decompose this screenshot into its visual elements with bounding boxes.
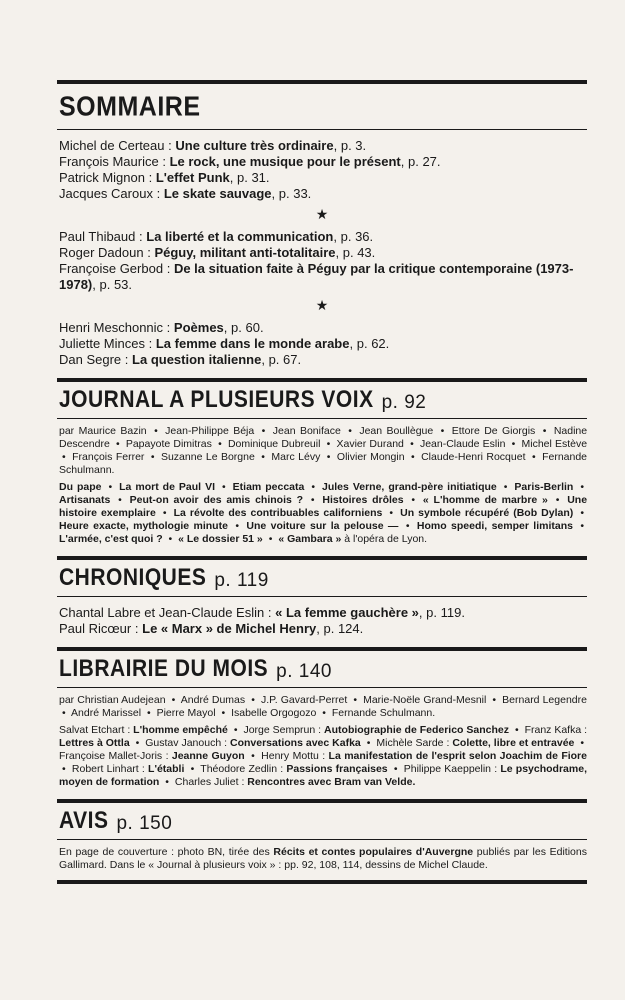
review-colon: : [494,763,498,775]
review-author: Henry Mottu [261,750,319,762]
journal-topic: Un symbole récupéré (Bob Dylan) [400,507,574,519]
entry-colon: : [267,605,272,620]
contributors-intro: par [59,694,75,706]
entry-author: Juliette Minces [59,336,145,351]
review-title: L'homme empêché [133,724,228,736]
section-rule [57,799,587,803]
entry-title: Le « Marx » de Michel Henry [142,621,317,636]
avis-text [59,846,587,872]
avis-heading [59,807,587,835]
contributor-name: Jean-Philippe Béja [165,425,255,437]
toc-entry [59,154,587,170]
review-title: Colette, libre et entravée [452,737,575,749]
entry-title: La femme dans le monde arabe [155,336,350,351]
journal-topic: Jules Verne, grand-père initiatique [322,481,497,493]
librairie-reviews [59,724,587,789]
chroniques-page: p. 119 [214,570,269,591]
toc-entry [59,170,587,186]
journal-topics [59,481,587,546]
contributor-name: André Dumas [180,694,246,706]
bullet: • [411,494,416,506]
bullet: • [62,707,66,719]
entry-comma: , [229,170,234,185]
top-rule [57,80,587,84]
entry-title: L'effet Punk [155,170,230,185]
bullet: • [108,481,113,493]
journal-topic: La mort de Paul VI [119,481,215,493]
bullet: • [326,438,331,450]
bullet: • [135,737,140,749]
journal-topic: Etiam peccata [232,481,305,493]
entry-author: Chantal Labre et Jean-Claude Eslin [59,605,265,620]
librairie-contributors [59,694,587,720]
sommaire-title: SOMMAIRE [59,91,201,122]
journal-topic: Histoires drôles [322,494,404,506]
entry-colon: : [162,154,166,169]
bullet: • [410,451,415,463]
contributor-name: Suzanne Le Borgne [160,451,255,463]
review-title: Rencontres avec Bram van Velde. [247,776,416,788]
bullet: • [171,694,176,706]
review-author: Franz Kafka [524,724,582,736]
contributor-name: Marie-Noële Grand-Mesnil [363,694,487,706]
entry-title: « La femme gauchère » [275,605,419,620]
entry-author: François Maurice [59,154,159,169]
entry-comma: , [349,336,354,351]
contributor-name: Jean Boullègue [359,425,434,437]
entry-author: Françoise Gerbod [59,261,164,276]
journal-topic: Du pape [59,481,102,493]
bullet: • [389,507,394,519]
chronique-entry [59,621,587,637]
section-rule [57,839,587,840]
journal-topic: « L'homme de marbre » [422,494,548,506]
entry-title: Poèmes [173,320,224,335]
bullet: • [218,438,222,450]
bullet: • [580,507,584,519]
section-rule [57,596,587,597]
entry-page: p. 43. [342,245,376,260]
contributor-name: Isabelle Orgogozo [231,707,317,719]
journal-topic: Une voiture sur la pelouse — [246,520,399,532]
toc-entry [59,186,587,202]
entry-author: Henri Meschonnic [59,320,164,335]
toc-entry [59,336,587,352]
bullet: • [162,507,167,519]
journal-topic-suffix: à l'opéra de Lyon. [344,533,428,545]
contributor-name: Claude-Henri Rocquet [421,451,526,463]
review-colon: : [224,737,228,749]
bullet: • [146,707,151,719]
avis-text-b: Récits et contes populaires d'Auvergne [273,846,474,858]
review-author: Robert Linhart [71,763,139,775]
bullet: • [233,724,238,736]
contributor-name: André Marissel [71,707,142,719]
bullet: • [310,494,315,506]
journal-topic: Paris-Berlin [514,481,574,493]
journal-topic: Heure exacte, mythologie minute [59,520,228,532]
entry-comma: , [333,138,338,153]
entry-comma: , [335,245,340,260]
review-author: Théodore Zedlin [200,763,278,775]
entry-title: Le skate sauvage [163,186,272,201]
entry-colon: : [124,352,129,367]
review-title: Jeanne Guyon [171,750,245,762]
review-title: Le psychodrame, moyen de formation [59,763,587,788]
review-author: Charles Juliet [174,776,239,788]
entry-colon: : [139,229,143,244]
contributor-name: Nadine Descendre [59,425,588,450]
bullet: • [492,694,497,706]
contributor-name: Dominique Dubreuil [227,438,321,450]
entry-comma: , [316,621,320,636]
entry-author: Roger Dadoun [59,245,144,260]
journal-topic: La révolte des contribuables californiens [173,507,383,519]
journal-title: JOURNAL A PLUSIEURS VOIX [59,386,374,413]
entry-comma: , [261,352,265,367]
chroniques-title: CHRONIQUES [59,564,207,591]
section-rule [57,378,587,382]
entry-colon: : [166,320,171,335]
review-colon: : [141,763,145,775]
contributor-name: Ettore De Giorgis [451,425,536,437]
review-author: Jorge Semprun [243,724,316,736]
journal-page: p. 92 [381,392,427,413]
section-rule [57,418,587,419]
entry-page: p. 31. [236,170,270,185]
contributor-name: Jean-Claude Eslin [419,438,506,450]
review-title: L'établi [148,763,185,775]
review-colon: : [127,724,131,736]
contributor-name: Fernande Schulmann. [331,707,436,719]
journal-topic: Une histoire exemplaire [59,494,588,519]
section-rule [57,556,587,560]
contributors-intro: par [59,425,75,437]
sommaire-group-3 [59,320,587,368]
bullet: • [221,481,226,493]
contributor-name: Christian Audejean [77,694,166,706]
bullet: • [62,763,66,775]
toc-entry [59,138,587,154]
entry-page: p. 53. [99,277,133,292]
entry-page: p. 33. [278,186,312,201]
review-colon: : [318,724,322,736]
chroniques-heading [59,564,587,592]
bullet: • [531,451,536,463]
review-colon: : [322,750,326,762]
review-colon: : [584,724,588,736]
entry-comma: , [400,154,405,169]
entry-comma: , [271,186,276,201]
review-author: Gustav Janouch [145,737,222,749]
chroniques-entries [59,605,587,637]
star-divider: ★ [315,297,329,313]
contributor-name: J.P. Gavard-Perret [260,694,348,706]
review-title: La manifestation de l'esprit selon Joachim de Fiore [328,750,587,762]
librairie-title: LIBRAIRIE DU MOIS [59,655,269,682]
journal-topic: L'armée, c'est quoi ? [59,533,163,545]
toc-entry [59,261,587,293]
journal-topic: Homo speedi, semper limitans [416,520,573,532]
entry-author: Dan Segre [59,352,122,367]
entry-title: La liberté et la communication [146,229,334,244]
contributor-name: Bernard Legendre [502,694,587,706]
entry-comma: , [92,277,96,292]
bullet: • [165,776,169,788]
bullet: • [353,694,358,706]
bullet: • [410,438,414,450]
entry-colon: : [148,170,153,185]
bullet: • [168,533,173,545]
contributor-name: Marc Lévy [271,451,321,463]
bullet: • [393,763,398,775]
bullet: • [62,451,66,463]
bullet: • [503,481,508,493]
entry-author: Paul Thibaud [59,229,136,244]
bullet: • [580,520,585,532]
contributor-name: Maurice Bazin [78,425,147,437]
entry-page: p. 27. [408,154,441,169]
bullet: • [115,438,120,450]
entry-author: Michel de Certeau [59,138,165,153]
bullet: • [580,481,585,493]
sommaire-group-1 [59,138,587,202]
entry-author: Jacques Caroux [59,186,153,201]
avis-text-a: En page de couverture : photo BN, tirée des [59,846,270,858]
contributor-name: François Ferrer [72,451,145,463]
review-author: Salvat Etchart [59,724,125,736]
bullet: • [268,533,273,545]
entry-page: p. 124. [323,621,364,636]
bullet: • [235,520,240,532]
bottom-rule [57,880,587,884]
entry-title: La question italienne [132,352,262,367]
review-colon: : [241,776,245,788]
journal-heading [59,386,587,414]
sommaire-group-2 [59,229,587,293]
bullet: • [190,763,195,775]
contributor-name: Fernande Schulmann. [59,451,588,476]
entry-colon: : [156,186,161,201]
entry-title: Le rock, une musique pour le présent [169,154,401,169]
journal-contributors [59,425,587,477]
entry-colon: : [168,138,172,153]
review-title: Passions françaises [286,763,388,775]
journal-topic: Peut-on avoir des amis chinois ? [129,494,304,506]
review-author: Philippe Kaeppelin [403,763,492,775]
avis-text-c: publiés par les Editions Gallimard. Dans le « Journal à plusieurs voix » : pp. 92, 108, 114, dessins de Michel Claude. [59,846,587,871]
entry-comma: , [333,229,337,244]
bullet: • [261,425,266,437]
bullet: • [514,724,519,736]
bullet: • [261,451,265,463]
toc-entry [59,229,587,245]
bullet: • [251,750,255,762]
avis-title: AVIS [59,807,109,834]
entry-page: p. 62. [356,336,390,351]
review-title: Autobiographie de Federico Sanchez [324,724,509,736]
contributor-name: Olivier Mongin [336,451,405,463]
entry-title: Une culture très ordinaire [175,138,334,153]
chronique-entry [59,605,587,621]
entry-author: Paul Ricœur [59,621,132,636]
bullet: • [348,425,352,437]
entry-page: p. 67. [268,352,302,367]
review-colon: : [446,737,450,749]
entry-colon: : [134,621,139,636]
bullet: • [322,707,326,719]
entry-page: p. 36. [340,229,374,244]
entry-author: Patrick Mignon [59,170,145,185]
contributor-name: Jean Boniface [272,425,341,437]
entry-page: p. 60. [231,320,264,335]
contributor-name: Xavier Durand [336,438,404,450]
toc-entry [59,245,587,261]
contributor-name: Pierre Mayol [156,707,216,719]
table-of-contents [57,80,587,884]
bullet: • [251,694,255,706]
review-colon: : [165,750,169,762]
bullet: • [542,425,547,437]
review-colon: : [280,763,284,775]
librairie-heading [59,655,587,683]
toc-entry [59,352,587,368]
entry-colon: : [166,261,171,276]
bullet: • [150,451,155,463]
bullet: • [221,707,226,719]
bullet: • [555,494,560,506]
toc-entry [59,320,587,336]
review-author: Michèle Sarde [376,737,444,749]
entry-title: Péguy, militant anti-totalitaire [154,245,336,260]
entry-title: De la situation faite à Péguy par la critique contemporaine (1973-1978) [59,261,574,292]
bullet: • [118,494,122,506]
bullet: • [511,438,516,450]
bullet: • [405,520,410,532]
entry-colon: : [148,336,153,351]
journal-topic: Artisanats [59,494,111,506]
bullet: • [326,451,331,463]
review-author: Françoise Mallet-Joris [59,750,163,762]
contributor-name: Papayote Dimitras [125,438,212,450]
journal-topic: « Le dossier 51 » [178,533,263,545]
bullet: • [366,737,371,749]
review-title: Lettres à Ottla [59,737,130,749]
librairie-page: p. 140 [276,661,332,682]
bullet: • [440,425,445,437]
section-rule [57,687,587,688]
entry-comma: , [223,320,228,335]
entry-page: p. 3. [340,138,367,153]
bullet: • [580,737,585,749]
review-title: Conversations avec Kafka [229,737,361,749]
bullet: • [311,481,316,493]
journal-topic: « Gambara » [278,533,342,545]
bullet: • [154,425,158,437]
entry-colon: : [147,245,151,260]
entry-comma: , [418,605,423,620]
avis-page: p. 150 [116,813,173,834]
entry-page: p. 119. [426,605,465,620]
section-rule [57,647,587,651]
star-divider: ★ [315,206,329,222]
sommaire-rule [57,129,587,130]
contributor-name: Michel Estève [521,438,588,450]
